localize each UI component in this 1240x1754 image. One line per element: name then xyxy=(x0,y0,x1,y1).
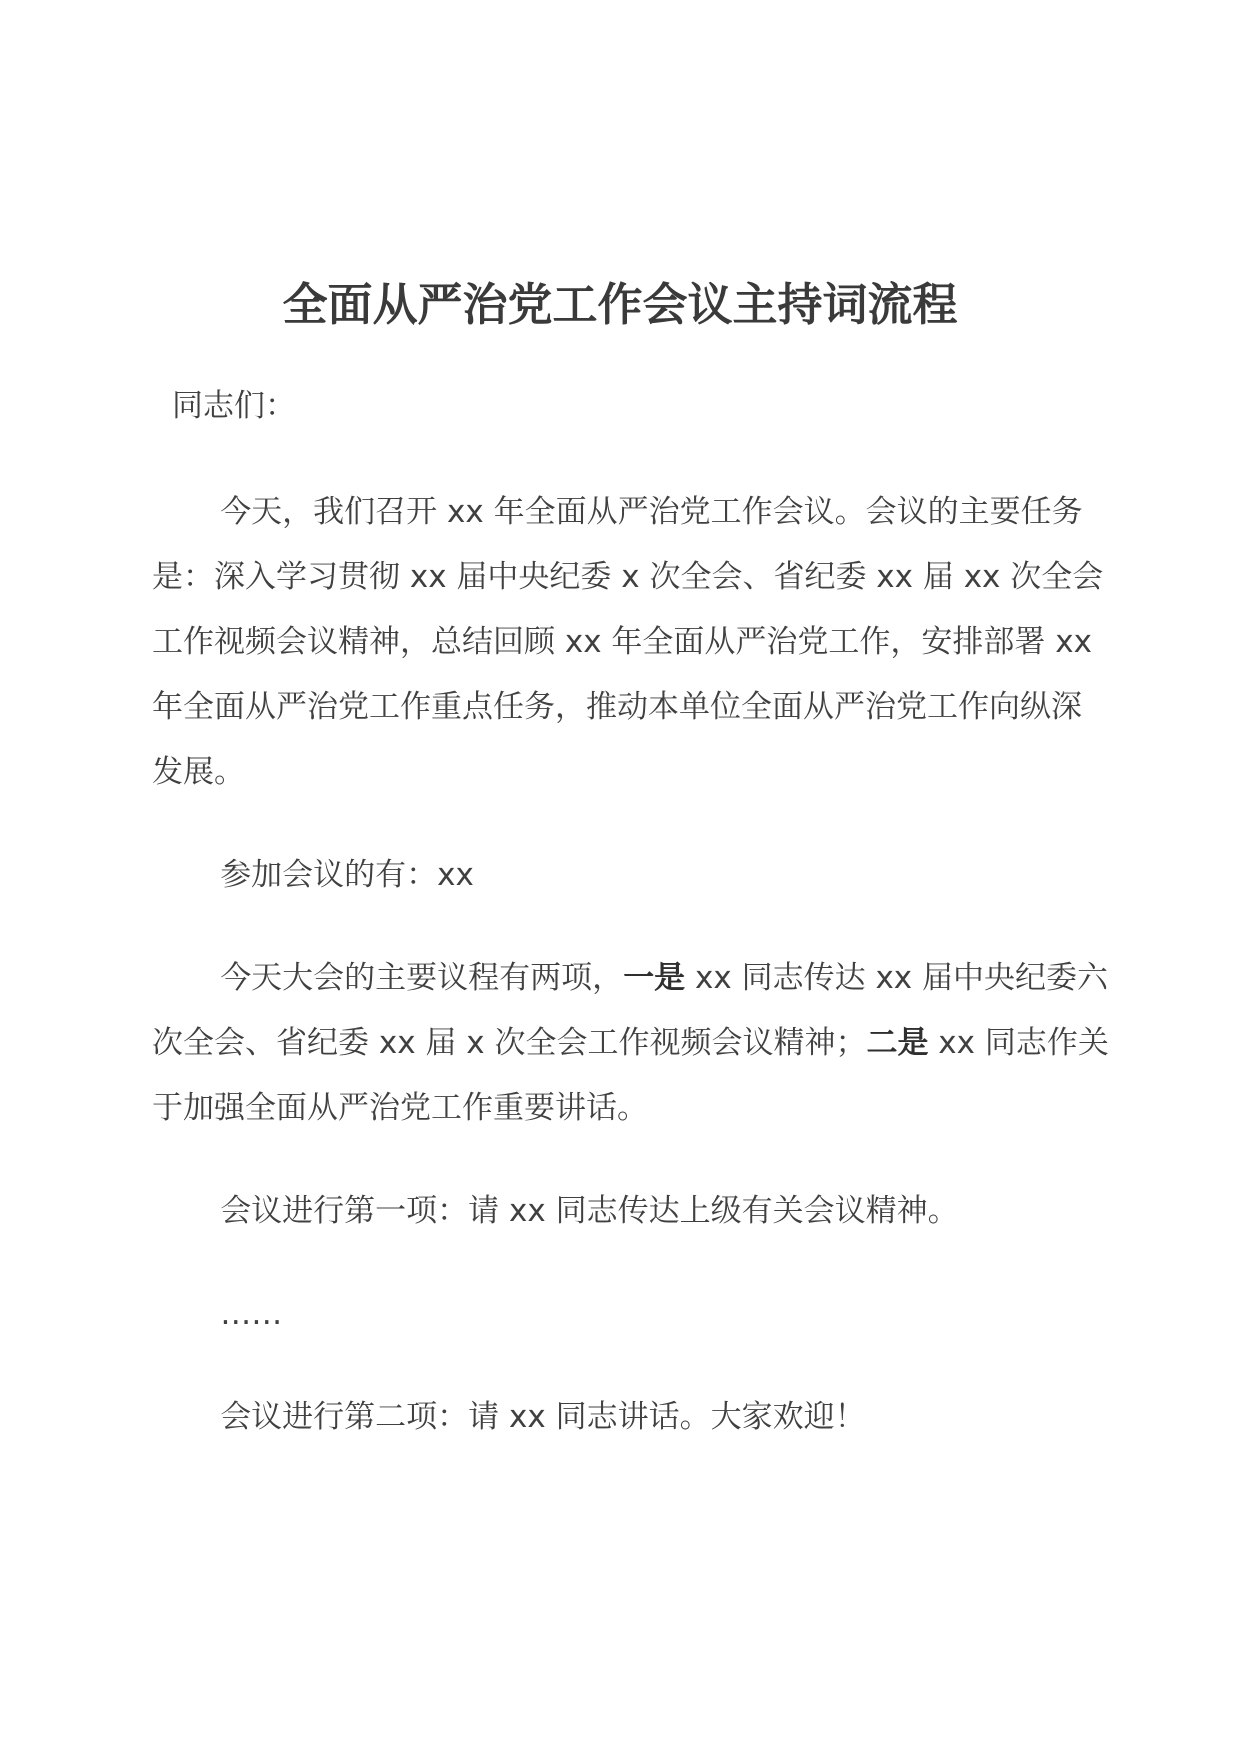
paragraph-ellipsis: …… xyxy=(220,1296,283,1332)
agenda-lead: 今天大会的主要议程有两项， xyxy=(220,960,624,996)
document-title: 全面从严治党工作会议主持词流程 xyxy=(282,278,958,331)
agenda-item1-text: xx 同志传达 xx 届中央纪委六次全会、省纪委 xx 届 x 次全会工作视频会议精神； xyxy=(152,960,1108,1061)
paragraph-agenda xyxy=(152,946,1112,1141)
agenda-item1-marker: 一是 xyxy=(623,960,686,996)
paragraph-step1: 会议进行第一项：请 xx 同志传达上级有关会议精神。 xyxy=(220,1193,959,1229)
paragraph-intro: 今天，我们召开 xx 年全面从严治党工作会议。会议的主要任务是：深入学习贯彻 xx 届中央纪委 x 次全会、省纪委 xx 届 xx 次全会工作视频会议精神，总结回顾 xx 年全面从严治党工作，安排部署 xx 年全面从严治党工作重点任务，推动本单位全面从严治党工作向纵深发展。 xyxy=(152,494,1104,790)
document-body xyxy=(152,480,1112,1488)
salutation: 同志们： xyxy=(172,388,296,424)
agenda-item2-text: xx 同志作关于加强全面从严治党工作重要讲话。 xyxy=(152,1025,1109,1126)
paragraph-step2: 会议进行第二项：请 xx 同志讲话。大家欢迎！ xyxy=(220,1399,866,1435)
paragraph-attendees: 参加会议的有：xx xyxy=(220,857,474,893)
agenda-item2-marker: 二是 xyxy=(866,1025,929,1061)
